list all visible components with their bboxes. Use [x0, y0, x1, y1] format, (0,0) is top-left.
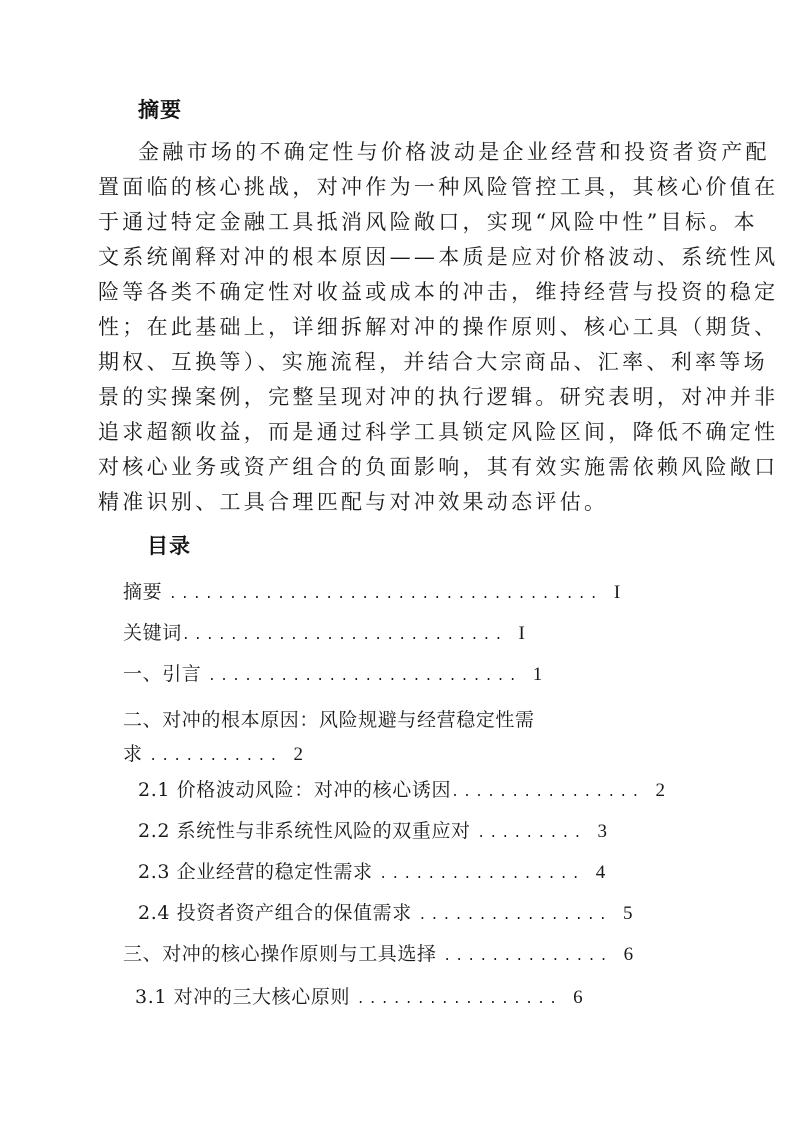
abstract-line: 险等各类不确定性对收益或成本的冲击，维持经营与投资的稳定 — [98, 280, 779, 304]
toc-leader-dots: ........................... — [181, 628, 507, 643]
toc-page-number: I — [613, 582, 621, 603]
abstract-line: 精准识别、工具合理匹配与对冲效果动态评估。 — [98, 490, 609, 514]
toc-entry-title: 2.2 系统性与非系统性风险的双重应对 — [138, 820, 478, 842]
toc-page-number: 6 — [623, 944, 634, 965]
abstract-line: 性；在此基础上，详细拆解对冲的操作原则、核心工具（期货、 — [98, 315, 779, 339]
toc-entry-chapter-2[interactable] — [123, 703, 535, 774]
abstract-line: 期权、互换等）、实施流程，并结合大宗商品、汇率、利率等场 — [98, 350, 768, 374]
abstract-heading: 摘要 — [138, 98, 182, 122]
toc-entry-2-1[interactable] — [138, 778, 666, 805]
toc-page-number: 5 — [622, 903, 634, 924]
toc-entry-title: 二、对冲的根本原因：风险规避与经营稳定性需 — [123, 709, 535, 731]
toc-heading: 目录 — [147, 534, 191, 558]
toc-leader-dots: .................................... — [168, 587, 602, 602]
toc-leader-dots: ................ — [451, 785, 644, 800]
toc-leader-dots: ................ — [418, 908, 611, 923]
abstract-line: 置面临的核心挑战，对冲作为一种风险管控工具，其核心价值在 — [98, 175, 779, 199]
toc-page-number: 4 — [595, 862, 606, 883]
toc-leader-dots: ................. — [379, 867, 584, 882]
toc-entry-title: 三、对冲的核心操作原则与工具选择 — [123, 943, 444, 965]
toc-entry-2-2[interactable] — [138, 819, 608, 846]
abstract-line: 金融市场的不确定性与价格波动是企业经营和投资者资产配 — [138, 140, 770, 164]
toc-leader-dots: .......................... — [208, 669, 521, 684]
abstract-body — [98, 135, 779, 520]
toc-entry-keywords[interactable] — [123, 621, 525, 648]
toc-leader-dots: ................. — [356, 992, 562, 1007]
abstract-line: 对核心业务或资产组合的负面影响，其有效实施需依赖风险敞口 — [98, 455, 779, 479]
toc-page-number: 2 — [655, 780, 666, 801]
toc-page-number: 6 — [573, 987, 584, 1008]
toc-entry-abstract[interactable] — [123, 580, 621, 607]
toc-leader-dots: ........... — [149, 749, 282, 764]
toc-entry-title-continued: 求 — [123, 743, 150, 765]
abstract-line: 文系统阐释对冲的根本原因——本质是应对价格波动、系统性风 — [98, 245, 779, 269]
toc-entry-title: 2.4 投资者资产组合的保值需求 — [138, 902, 419, 924]
toc-entry-2-3[interactable] — [138, 860, 606, 887]
toc-entry-title: 2.1 价格波动风险：对冲的核心诱因 — [138, 779, 452, 801]
toc-entry-title: 2.3 企业经营的稳定性需求 — [138, 861, 380, 883]
toc-entry-2-4[interactable] — [138, 901, 633, 928]
toc-entry-chapter-3[interactable] — [123, 942, 634, 969]
toc-entry-introduction[interactable] — [123, 662, 543, 689]
toc-page-number: 3 — [597, 821, 608, 842]
toc-page-number: I — [518, 623, 526, 644]
abstract-line: 追求超额收益，而是通过科学工具锁定风险区间，降低不确定性 — [98, 420, 779, 444]
toc-entry-title: 摘要 — [123, 581, 169, 603]
toc-leader-dots: .............. — [443, 949, 612, 964]
toc-leader-dots: ......... — [477, 826, 586, 841]
toc-page-number: 2 — [293, 744, 304, 765]
abstract-line: 于通过特定金融工具抵消风险敞口，实现“风险中性”目标。本 — [98, 210, 758, 234]
toc-entry-title: 关键词 — [123, 622, 182, 644]
toc-entry-title: 一、引言 — [123, 663, 209, 685]
abstract-line: 景的实操案例，完整呈现对冲的执行逻辑。研究表明，对冲并非 — [98, 385, 779, 409]
toc-page-number: 1 — [532, 664, 543, 685]
toc-entry-title: 3.1 对冲的三大核心原则 — [135, 986, 357, 1008]
toc-entry-3-1[interactable] — [135, 985, 583, 1012]
